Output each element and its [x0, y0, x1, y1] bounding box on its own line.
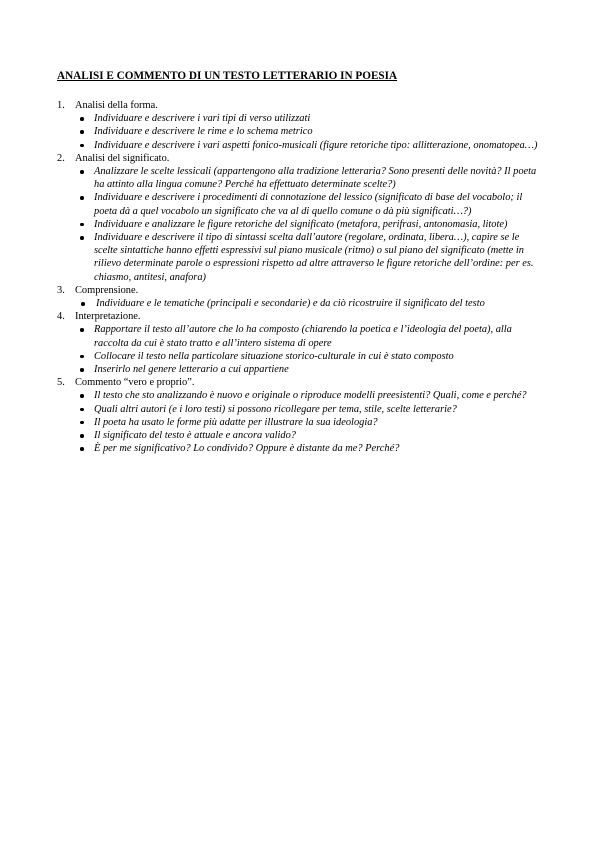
bullet-icon	[57, 231, 94, 284]
list-item: Individuare e descrivere i vari aspetti fonico-musicali (figure retoriche tipo: allitterazione, onomatopea…)	[57, 139, 541, 152]
list-item: Il poeta ha usato le forme più adatte per illustrare la sua ideologia?	[57, 416, 541, 429]
section-number: 1.	[57, 100, 65, 111]
section-title: Analisi del significato.	[75, 152, 170, 164]
list-item: Individuare e descrivere le rime e lo schema metrico	[57, 125, 541, 138]
list-item: Individuare e analizzare le figure retoriche del significato (metafora, perifrasi, antonomasia, litote)	[57, 218, 541, 231]
list-item: Il significato del testo è attuale e ancora valido?	[57, 429, 541, 442]
bullet-icon	[57, 125, 94, 138]
bullet-icon	[57, 218, 94, 231]
section-comprensione	[57, 284, 541, 310]
section-title: Interpretazione.	[75, 311, 141, 323]
bullet-icon	[57, 442, 94, 455]
section-number: 4.	[57, 311, 65, 323]
bullet-icon	[57, 389, 94, 402]
bullet-icon	[57, 416, 94, 429]
bullet-icon	[57, 403, 94, 416]
list-item: Rapportare il testo all’autore che lo ha composto (chiarendo la poetica e l’ideologia del poeta), alla raccolta da cui è stato tratto e all’intero sistema di opere	[57, 323, 541, 349]
section-commento	[57, 376, 541, 455]
bullet-icon	[57, 350, 94, 363]
list-item: Analizzare le scelte lessicali (appartengono alla tradizione letteraria? Sono presenti delle novità? Il poeta ha attinto alla lingua comune? Perché ha effettuato determinate scelte?)	[57, 165, 541, 191]
list-item: Quali altri autori (e i loro testi) si possono ricollegare per tema, stile, scelte letterarie?	[57, 403, 541, 416]
section-number: 2.	[57, 152, 65, 164]
list-item: Individuare e descrivere i procedimenti di connotazione del lessico (significato di base del vocabolo; il poeta dà a quel vocabolo un significato che va al di quello comune o dà più significati…?)	[57, 191, 541, 217]
bullet-icon	[57, 112, 94, 125]
bullet-icon	[57, 429, 94, 442]
list-item: Individuare e descrivere il tipo di sintassi scelta dall’autore (regolare, ordinata, libera…), capire se le scelte sintattiche hanno effetti espressivi sul piano musicale (ritmo) o sul piano del significato (mette in rilievo determinate parole o espressioni rispetto ad altre attraverso le figure retoriche dell’ordine: per es. chiasmo, antitesi, anafora)	[57, 231, 541, 284]
section-title: Analisi della forma.	[75, 100, 158, 111]
bullet-icon	[57, 297, 96, 310]
section-list	[57, 99, 541, 455]
bullet-icon	[57, 363, 94, 376]
section-number: 3.	[57, 284, 65, 296]
list-item: Collocare il testo nella particolare situazione storico-culturale in cui è stato composto	[57, 350, 541, 363]
section-title: Comprensione.	[75, 284, 139, 296]
bullet-icon	[57, 191, 94, 217]
section-analisi-forma	[57, 99, 541, 152]
bullet-icon	[57, 323, 94, 349]
section-analisi-significato	[57, 152, 541, 284]
list-item: Inserirlo nel genere letterario a cui appartiene	[57, 363, 541, 376]
list-item: È per me significativo? Lo condivido? Oppure è distante da me? Perché?	[57, 442, 541, 455]
bullet-icon	[57, 139, 94, 152]
bullet-icon	[57, 165, 94, 191]
list-item: Il testo che sto analizzando è nuovo e originale o riproduce modelli preesistenti? Quali, come e perché?	[57, 389, 541, 402]
list-item: Individuare e descrivere i vari tipi di verso utilizzati	[57, 112, 541, 125]
document-title: ANALISI E COMMENTO DI UN TESTO LETTERARIO IN POESIA	[57, 70, 398, 82]
section-interpretazione	[57, 310, 541, 376]
section-number: 5.	[57, 377, 65, 389]
section-title: Commento “vero e proprio”.	[75, 377, 195, 389]
list-item: Individuare e le tematiche (principali e secondarie) e da ciò ricostruire il significato del testo	[57, 297, 541, 310]
